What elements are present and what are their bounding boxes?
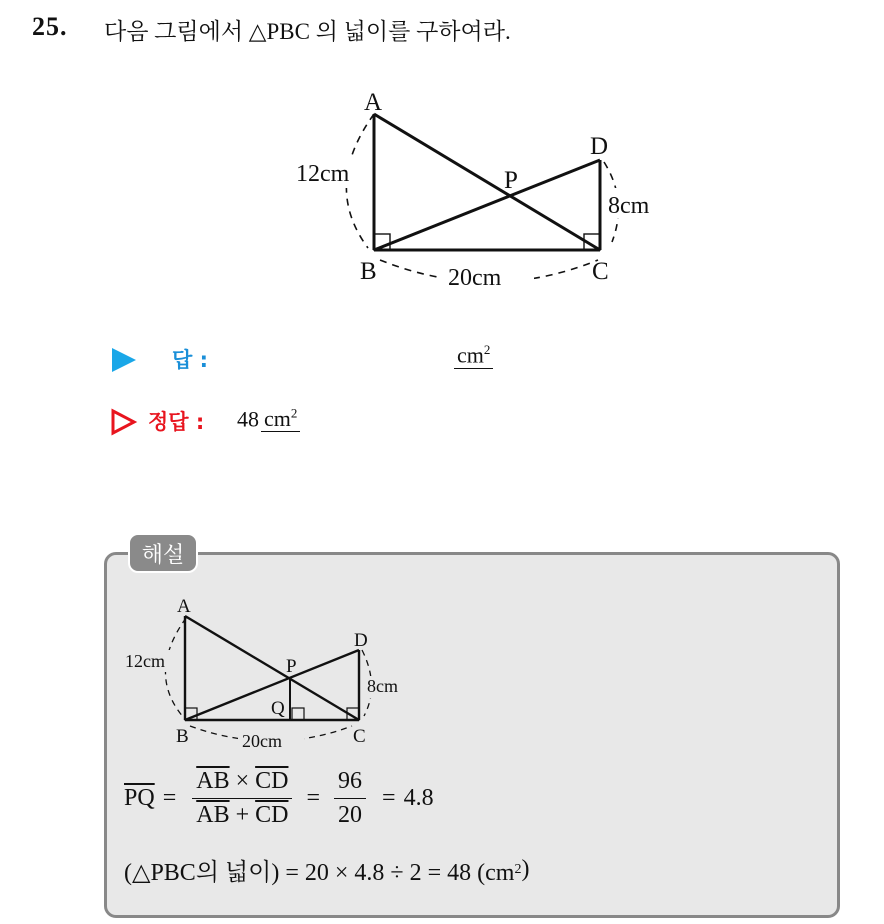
point-d: D (590, 133, 609, 160)
solution-tab: 해설 (128, 533, 198, 573)
eq-den-cd: $\overline{CD}$ (255, 802, 289, 828)
sol-label-8cm: 8cm (367, 676, 398, 696)
eq2-close: ) (521, 856, 530, 882)
answer-label: 답 : (172, 348, 208, 372)
question-number: 25. (32, 12, 68, 41)
sol-right-angle-q (292, 708, 304, 720)
point-p: P (504, 167, 518, 194)
sol-point-b: B (176, 726, 189, 747)
correct-answer-value (237, 406, 300, 432)
correct-unit-exp: 2 (290, 406, 298, 421)
outline-play-icon (110, 408, 138, 436)
correct-value: 48 (237, 406, 259, 432)
eq-lhs-pq: $\overline{PQ}$ (124, 785, 155, 811)
solution-equation-2 (124, 852, 529, 887)
sol-point-c: C (353, 726, 366, 747)
point-c: C (592, 258, 609, 285)
sol-point-a: A (177, 596, 191, 617)
sol-point-q: Q (271, 698, 285, 719)
eq-plus: + (235, 802, 250, 828)
label-20cm: 20cm (448, 265, 502, 291)
eq2-exp: 2 (514, 861, 522, 877)
eq-times: × (235, 768, 250, 794)
eq-sign-2: = (306, 785, 321, 811)
eq-result: 4.8 (403, 785, 434, 811)
eq-num-cd: $\overline{CD}$ (255, 768, 289, 794)
eq-sign-1: = (162, 785, 177, 811)
solution-figure (118, 588, 428, 756)
eq-num-ab: $\overline{AB}$ (196, 768, 230, 794)
sol-label-12cm: 12cm (125, 651, 165, 671)
label-12cm: 12cm (296, 161, 350, 187)
eq-fraction-main (192, 768, 292, 829)
main-figure (280, 82, 680, 294)
eq-frac-den: 20 (334, 798, 366, 829)
eq-sign-3: = (382, 785, 396, 811)
eq-frac-num: 96 (338, 768, 363, 794)
eq2-text: (△PBC의 넓이) = 20 × 4.8 ÷ 2 = 48 (cm (124, 860, 515, 886)
segment-ac (374, 114, 600, 250)
segment-bd (374, 160, 600, 250)
eq-den-ab: $\overline{AB}$ (196, 802, 230, 828)
correct-answer-label: 정답 : (148, 410, 205, 434)
label-8cm: 8cm (608, 193, 650, 219)
solution-equation-1 (124, 768, 434, 829)
sol-point-p: P (286, 656, 297, 677)
question-text: 다음 그림에서 △PBC 의 넓이를 구하여라. (104, 19, 511, 44)
play-icon (110, 346, 138, 374)
answer-unit: cm (457, 342, 484, 368)
correct-unit: cm (264, 406, 291, 432)
point-b: B (360, 258, 377, 285)
sol-point-d: D (354, 630, 368, 651)
answer-unit-exp: 2 (483, 342, 491, 357)
point-a: A (364, 89, 383, 116)
answer-input[interactable] (454, 342, 493, 369)
eq-fraction-value (334, 768, 366, 829)
sol-label-20cm: 20cm (242, 731, 282, 751)
